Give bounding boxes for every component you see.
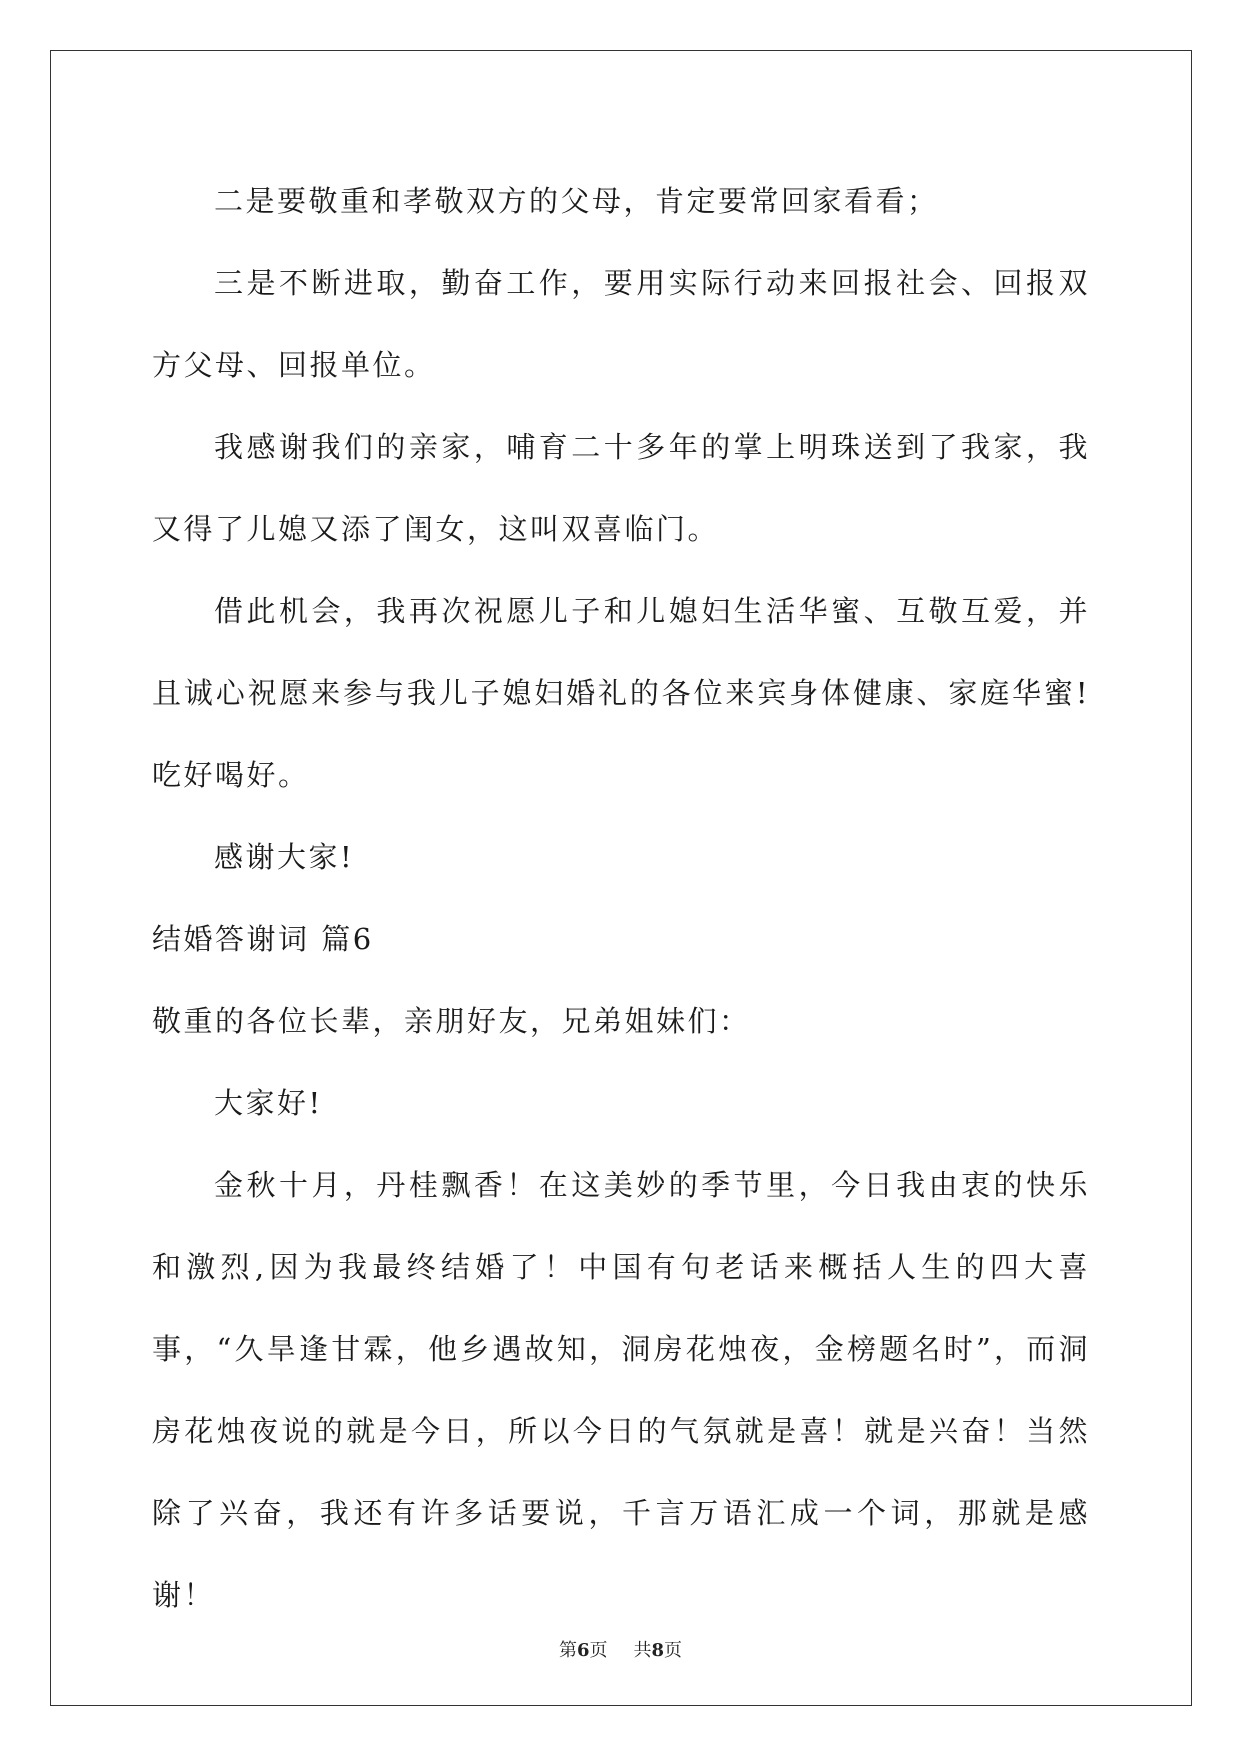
total-prefix: 共 [633,1640,652,1661]
page-footer [0,1636,1241,1662]
paragraph-thank-in-laws: 我感谢我们的亲家，哺育二十多年的掌上明珠送到了我家，我又得了儿媳又添了闺女，这叫双喜临门。 [152,430,1090,546]
page-current: 6 [576,1640,590,1661]
page-suffix: 页 [589,1640,608,1661]
section-heading: 结婚答谢词 篇6 [152,922,374,956]
paragraph-golden-autumn: 金秋十月，丹桂飘香！在这美妙的季节里，今日我由衷的快乐和激烈,因为我最终结婚了！中国有句老话来概括人生的四大喜事，“久旱逢甘霖，他乡遇故知，洞房花烛夜，金榜题名时”，而洞房花烛夜说的就是今日，所以今日的气氛就是喜！就是兴奋！当然除了兴奋，我还有许多话要说，千言万语汇成一个词，那就是感谢！ [152,1168,1090,1612]
greeting: 大家好! [214,1086,323,1120]
paragraph-work-hard: 三是不断进取，勤奋工作，要用实际行动来回报社会、回报双方父母、回报单位。 [152,266,1090,382]
total-suffix: 页 [664,1640,683,1661]
paragraph-thanks-all: 感谢大家! [214,840,355,874]
document-body [152,160,1090,1636]
page-total: 8 [651,1640,665,1661]
salutation: 敬重的各位长辈，亲朋好友，兄弟姐妹们： [152,1004,751,1038]
paragraph-blessings: 借此机会，我再次祝愿儿子和儿媳妇生活华蜜、互敬互爱，并且诚心祝愿来参与我儿子媳妇婚礼的各位来宾身体健康、家庭华蜜!吃好喝好。 [152,594,1090,792]
page-prefix: 第 [558,1640,577,1661]
paragraph-respect-parents: 二是要敬重和孝敬双方的父母，肯定要常回家看看； [214,184,939,218]
